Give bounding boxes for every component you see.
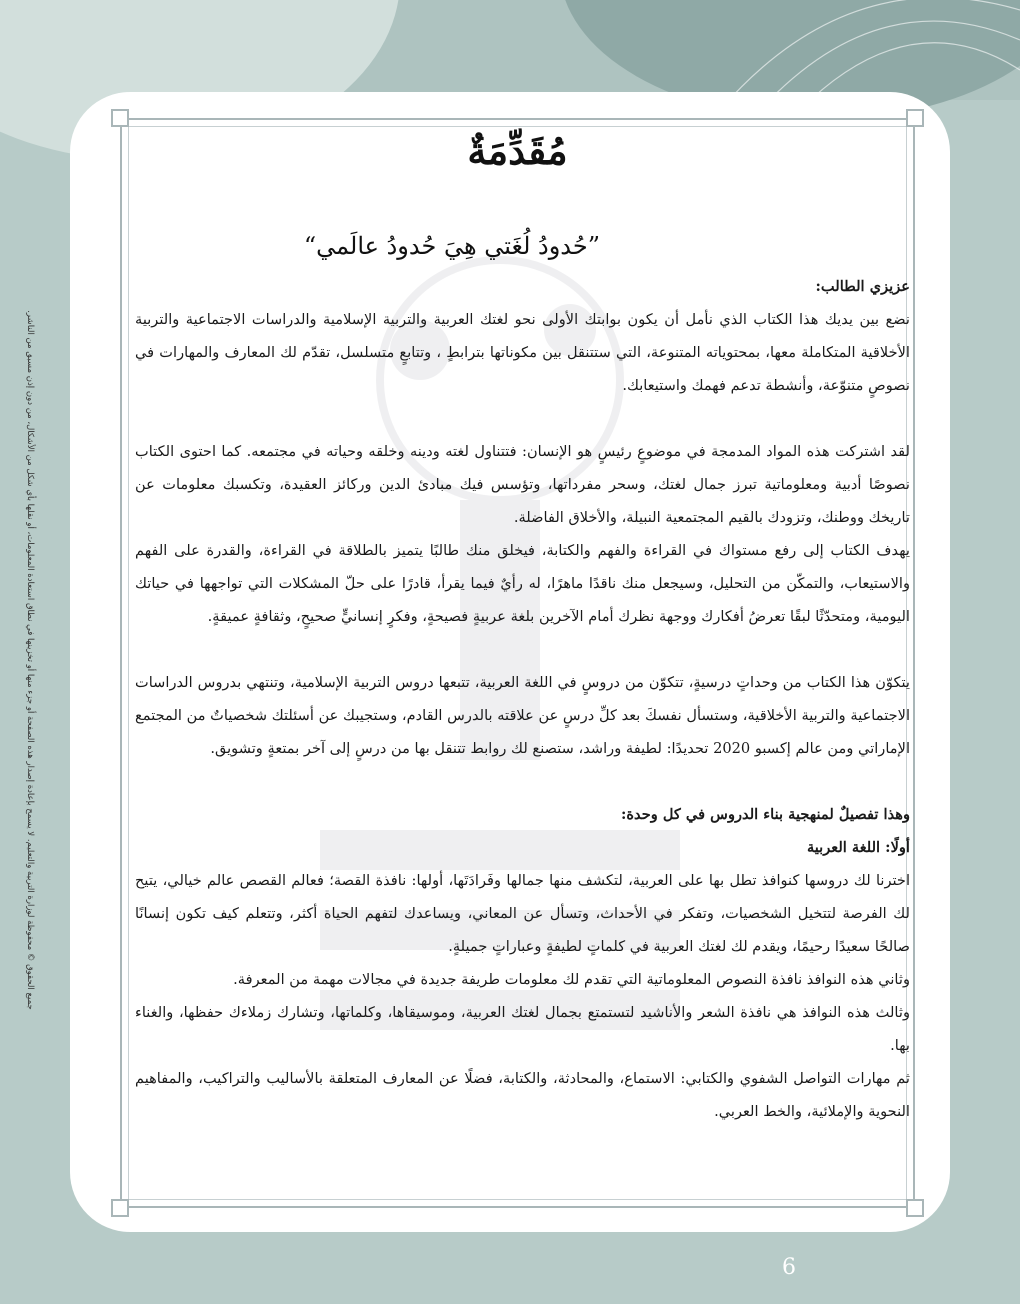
section-heading-arabic: أولًا: اللغة العربية: [806, 839, 910, 856]
spacer: [135, 633, 910, 666]
copyright-side-note: [18, 300, 42, 1020]
paragraph-info-window: وثاني هذه النوافذ نافذة النصوص المعلوماتية التي تقدم لك معلومات طريفة جديدة في مجالات مهمة من المعرفة.: [233, 971, 910, 988]
paragraph-intro: نضع بين يديك هذا الكتاب الذي نأمل أن يكون بوابتك الأولى نحو لغتك العربية والتربية الإسلامية والدراسات الاجتماعية والتربية الأخلاقية المتكاملة معها، بمحتوياته المتنوعة، التي ستتنقل بين مكوناتها بترابطٍ ، وتتابعٍ متسلسل، تقدّم لك المعارف والمهارات في نصوصٍ متنوّعة، وأنشطة تدعم فهمك واستيعابك.: [135, 311, 910, 394]
greeting: عزيزي الطالب:: [815, 278, 910, 295]
paragraph-subjects: لقد اشتركت هذه المواد المدمجة في موضوعٍ رئيسٍ هو الإنسان: فتتناول لغته ودينه وخلقه وحياته في مجتمعه. كما احتوى الكتاب نصوصًا أدبية ومعلوماتية تبرز جمال لغتك، وسحر مفرداتها، وتؤسس فيك مبادئ الدين وركائز العقيدة، وتكسبك معلومات عن تاريخك ووطنك، وتزودك بالقيم المجتمعية النبيلة، والأخلاق الفاضلة.: [135, 443, 910, 526]
paragraph-goals: يهدف الكتاب إلى رفع مستواك في القراءة والفهم والكتابة، فيخلق منك طالبًا يتميز بالطلاقة في القراءة، والقدرة على الفهم والاستيعاب، والتمكّن من التحليل، وسيجعل منك ناقدًا ماهرًا، له رأيٌ فيما يقرأ، قادرًا على حلّ المشكلات التي تواجهها في حياتك اليومية، ومتحدّثًا لبقًا تعرضُ أفكارك ووجهة نظرك أمام الآخرين بلغة عربيةٍ فصيحةٍ، وفكرٍ إنسانيٍّ صحيحٍ، وثقافةٍ عميقةٍ.: [135, 542, 910, 625]
frame-corner-top-left: [111, 109, 129, 127]
paragraph-story-window: اخترنا لك دروسها كنوافذ تطل بها على العربية، لتكشف منها جمالها وفَرادَتَها، أولها: نافذة القصة؛ فعالم القصص عالم خيالي، يتيح لك الفرصة لتتخيل الشخصيات، وتفكر في الأحداث، وتسأل عن المعاني، ويساعدك لتفهم الحياة أكثر، وتتعلم كيف تكون إنسانًا صالحًا سعيدًا رحيمًا، ويقدم لك لغتك العربية في كلماتٍ لطيفةٍ وعباراتٍ جميلةٍ.: [135, 872, 910, 955]
spacer: [135, 765, 910, 798]
frame-corner-bottom-left: [111, 1199, 129, 1217]
copyright-text: جميع الحقوق © محفوظة لوزارة التربية والتعليم. لا يسمح بإعادة إصدار هذه الصفحة أو جزء منها أو تخزينها في نطاق استعادة المعلومات، أو نقلها بأي شكل من الأشكال، من دون إذن مسبق من الناشر.: [25, 310, 35, 1010]
methodology-heading: وهذا تفصيلٌ لمنهجية بناء الدروس في كل وحدة:: [621, 806, 910, 823]
page-number: 6: [782, 1255, 796, 1280]
paragraph-skills: ثم مهارات التواصل الشفوي والكتابي: الاستماع، والمحادثة، والكتابة، فضلًا عن المعارف المتعلقة بالأساليب والتراكيب، والمفاهيم النحوية والإملائية، والخط العربي.: [135, 1070, 910, 1120]
frame-corner-bottom-right: [906, 1199, 924, 1217]
paragraph-structure: يتكوّن هذا الكتاب من وحداتٍ درسيةٍ، تتكوّن من دروسٍ في اللغة العربية، تتبعها دروس التربية الإسلامية، وتنتهي بدروس الدراسات الاجتماعية والتربية الأخلاقية، وستسأل نفسكَ بعد كلِّ درسٍ عن علاقته بالدرس القادم، وستجيبك عن أسئلتك شخصياتٌ من المجتمع الإماراتي ومن عالم إكسبو 2020 تحديدًا: لطيفة وراشد، ستصنع لك روابط تتنقل بها من درسٍ إلى آخر بمتعةٍ وتشويق.: [135, 674, 910, 757]
paragraph-poetry-window: وثالث هذه النوافذ هي نافذة الشعر والأناشيد لتستمتع بجمال لغتك العربية، وموسيقاها، وكلماتها، وتشارك زملاءك حفظها، والغناء بها.: [135, 1004, 910, 1054]
opening-quote: ”حُدودُ لُغَتي هِيَ حُدودُ عالَمي“: [303, 232, 600, 260]
introduction-text: [135, 270, 910, 1128]
frame-corner-top-right: [906, 109, 924, 127]
spacer: [135, 402, 910, 435]
page-title: مُقَدِّمَةٌ: [467, 128, 568, 173]
